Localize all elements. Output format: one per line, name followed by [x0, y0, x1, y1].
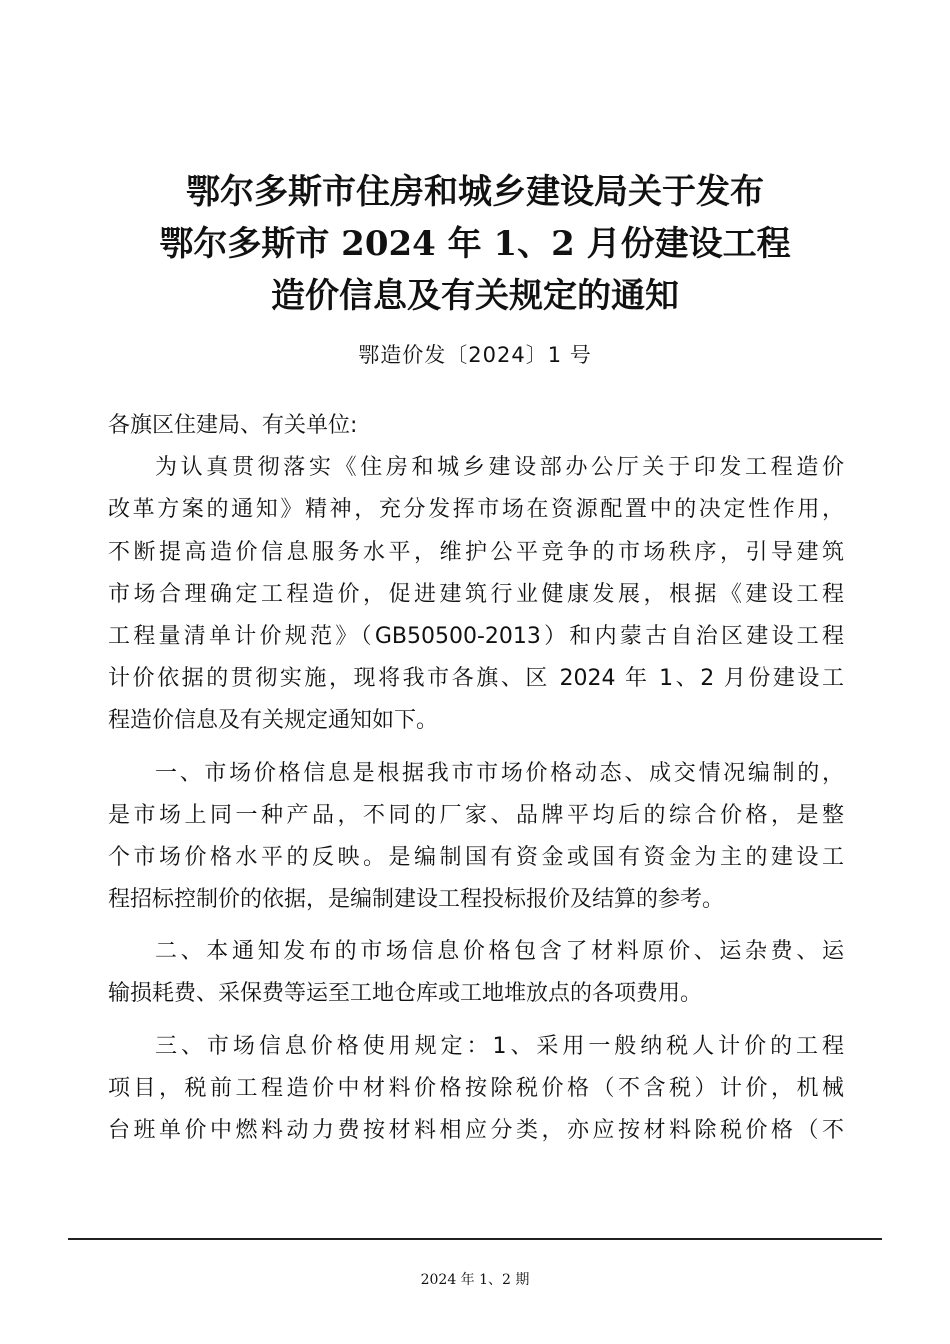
paragraph-3-line: 二、本通知发布的市场信息价格包含了材料原价、运杂费、运 — [155, 939, 844, 965]
paragraph-1-line: 程造价信息及有关规定通知如下。 — [108, 708, 439, 734]
footer-divider — [68, 1238, 882, 1240]
paragraph-4-line: 项目，税前工程造价中材料价格按除税价格（不含税）计价，机械 — [108, 1075, 844, 1101]
title-line-2: 鄂尔多斯市 2024 年 1、2 月份建设工程 — [159, 224, 791, 264]
paragraph-gap — [108, 921, 844, 931]
paragraph-4-line: 三、市场信息价格使用规定：1、采用一般纳税人计价的工程 — [155, 1033, 844, 1059]
page-footer: 2024 年 1、2 期 — [420, 1272, 530, 1288]
salutation: 各旗区住建局、有关单位: — [108, 413, 358, 438]
paragraph-gap — [108, 1016, 844, 1026]
paragraph-1-line: 为认真贯彻落实《住房和城乡建设部办公厅关于印发工程造价 — [155, 455, 844, 481]
paragraph-2-line: 程招标控制价的依据，是编制建设工程投标报价及结算的参考。 — [108, 887, 725, 913]
paragraph-2-line: 个市场价格水平的反映。是编制国有资金或国有资金为主的建设工 — [108, 844, 844, 870]
paragraph-2-line: 是市场上同一种产品，不同的厂家、品牌平均后的综合价格，是整 — [108, 802, 844, 828]
paragraph-4-line: 台班单价中燃料动力费按材料相应分类，亦应按材料除税价格（不 — [108, 1118, 844, 1143]
paragraph-1-line: 市场合理确定工程造价，促进建筑行业健康发展，根据《建设工程 — [108, 581, 844, 607]
paragraph-2-line: 一、市场价格信息是根据我市市场价格动态、成交情况编制的， — [155, 760, 844, 786]
paragraph-3-line: 输损耗费、采保费等运至工地仓库或工地堆放点的各项费用。 — [108, 981, 703, 1007]
document-title — [0, 166, 950, 322]
paragraph-1-line: 计价依据的贯彻实施，现将我市各旗、区 2024 年 1、2 月份建设工 — [108, 666, 844, 692]
paragraph-1-line: 改革方案的通知》精神，充分发挥市场在资源配置中的决定性作用， — [108, 497, 844, 523]
title-line-1: 鄂尔多斯市住房和城乡建设局关于发布 — [186, 172, 764, 212]
document-number: 鄂造价发〔2024〕1 号 — [358, 343, 592, 367]
paragraph-1-line: 工程量清单计价规范》（GB50500-2013）和内蒙古自治区建设工程 — [108, 623, 844, 649]
paragraph-1-line: 不断提高造价信息服务水平，维护公平竞争的市场秩序，引导建筑 — [108, 539, 844, 565]
title-line-3: 造价信息及有关规定的通知 — [271, 276, 679, 316]
paragraph-gap — [108, 743, 844, 753]
document-body — [108, 405, 844, 1152]
